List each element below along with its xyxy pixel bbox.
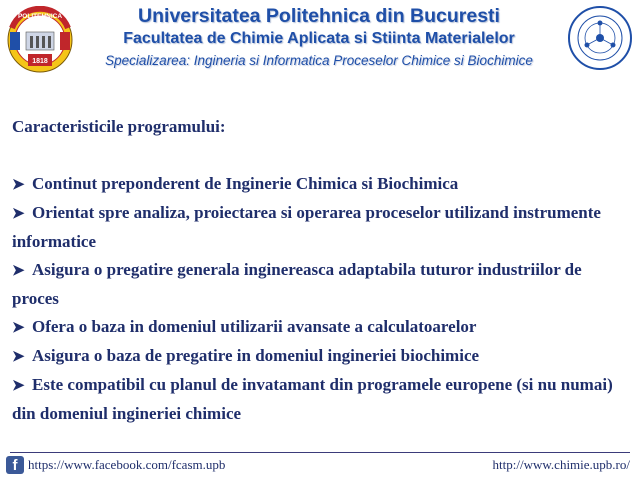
arrow-bullet-icon: ➤ (12, 177, 25, 193)
list-item-text: Ofera o baza in domeniul utilizarii avansate a calculatoarelor (32, 317, 477, 336)
logo-left-title: POLITEHNICA (17, 13, 63, 20)
faculty-title: Facultatea de Chimie Aplicata si Stiinta Materialelor (123, 30, 515, 47)
list-item-text: Continut preponderent de Inginerie Chimica si Biochimica (32, 174, 459, 193)
list-item (12, 342, 630, 371)
list-item-text: Orientat spre analiza, proiectarea si operarea proceselor utilizand instrumente informatice (12, 203, 601, 251)
bullet-list (12, 170, 630, 428)
logo-left-year: 1818 (32, 58, 48, 65)
header (80, 4, 558, 71)
list-item (12, 371, 630, 428)
list-item-text: Este compatibil cu planul de invatamant din programele europene (si nu numai) din domeniul ingineriei chimice (12, 375, 613, 423)
arrow-bullet-icon: ➤ (12, 349, 25, 365)
faculty-seal-icon (566, 4, 634, 72)
list-item-text: Asigura o pregatire generala inginereasca adaptabila tuturor industriilor de proces (12, 260, 582, 308)
arrow-bullet-icon: ➤ (12, 263, 25, 279)
list-item (12, 256, 630, 313)
facebook-link[interactable]: https://www.facebook.com/fcasm.upb (28, 457, 226, 472)
arrow-bullet-icon: ➤ (12, 206, 25, 222)
facebook-icon[interactable]: f (6, 456, 24, 474)
page-title: Caracteristicile programului: (12, 117, 226, 136)
list-item (12, 170, 630, 199)
list-item-text: Asigura o baza de pregatire in domeniul ingineriei biochimice (32, 346, 480, 365)
arrow-bullet-icon: ➤ (12, 378, 25, 394)
politehnica-logo (6, 6, 74, 74)
specialization-title: Specializarea: Ingineria si Informatica Proceselor Chimice si Biochimice (105, 53, 533, 68)
content (12, 112, 630, 428)
footer-divider (10, 452, 630, 453)
website-link[interactable]: http://www.chimie.upb.ro/ (492, 457, 630, 472)
university-title: Universitatea Politehnica din Bucuresti (138, 5, 500, 27)
list-item (12, 313, 630, 342)
list-item (12, 199, 630, 256)
arrow-bullet-icon: ➤ (12, 320, 25, 336)
